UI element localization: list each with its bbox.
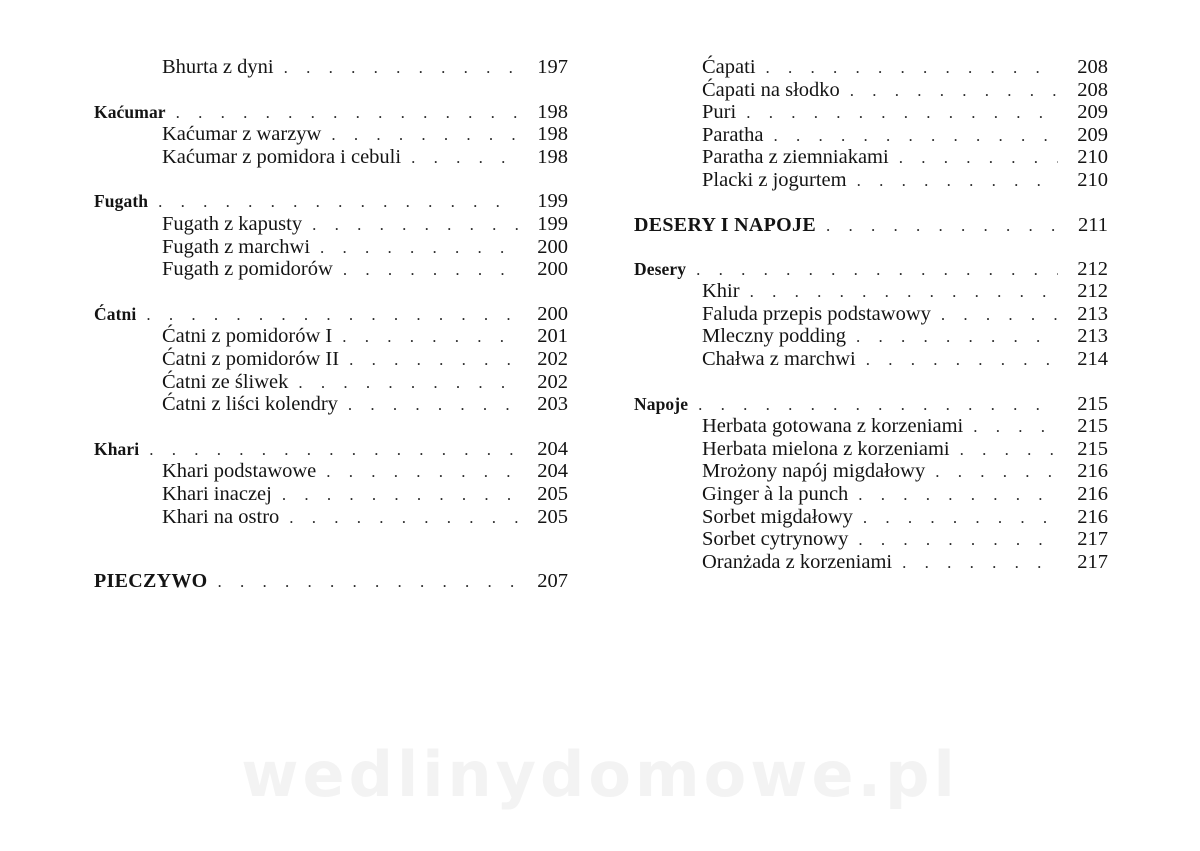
toc-entry [634,124,1108,147]
dot-leader [146,304,518,327]
dot-leader [348,394,518,417]
entry-title: Herbata mielona z korzeniami [702,437,950,460]
dot-leader [149,439,518,462]
section-desery [634,258,1108,371]
section-page-number: 212 [1077,257,1108,280]
section-page-number: 204 [537,437,568,460]
toc-entry [634,101,1108,124]
dot-leader [176,102,518,125]
dot-leader [158,191,518,214]
entry-page-number: 205 [537,482,568,505]
toc-entry [634,460,1108,483]
entry-title: Chałwa z marchwi [702,347,856,370]
entry-page-number: 217 [1077,528,1108,551]
entry-title: Paratha z ziemniakami [702,146,889,169]
section-catni [94,303,568,416]
toc-entry [94,236,568,259]
dot-leader [218,569,518,595]
toc-entry [634,483,1108,506]
entry-page-number: 198 [537,123,568,146]
entry-page-number: 209 [1077,101,1108,124]
entry-page-number: 199 [537,212,568,235]
entry-page-number: 203 [537,393,568,416]
toc-entry [94,123,568,146]
entry-page-number: 213 [1077,325,1108,348]
entry-title: Mrożony napój migdałowy [702,460,926,483]
dot-leader [282,484,518,507]
entry-title: Ćatni z pomidorów I [162,325,333,348]
entry-title: Paratha [702,123,764,146]
toc-entry [94,348,568,371]
dot-leader [850,80,1058,103]
section-title: Khari [94,438,140,459]
entry-title: Oranżada z korzeniami [702,550,893,573]
dot-leader [298,372,518,395]
section-khari [94,438,568,528]
toc-entry [634,348,1108,371]
dot-leader [826,213,1058,239]
toc-entry [94,213,568,236]
entry-page-number: 200 [537,258,568,281]
section-heading [634,393,1108,416]
entry-page-number: 205 [537,505,568,528]
toc-entry [634,56,1108,79]
section-page-number: 198 [537,100,568,123]
toc-entry [94,483,568,506]
section-heading [94,190,568,213]
entry-page-number: 197 [537,56,568,78]
dot-leader [750,281,1058,304]
entry-page-number: 198 [537,145,568,168]
section-heading [94,303,568,326]
section-title: Napoje [634,393,689,414]
dot-leader [696,259,1058,282]
dot-leader [773,125,1058,148]
entry-title: Kaćumar z pomidora i cebuli [162,145,402,168]
part-page-number: 207 [537,570,568,593]
dot-leader [902,552,1058,575]
entry-page-number: 210 [1077,146,1108,169]
toc-entry [634,415,1108,438]
entry-title: Ćapati na słodko [702,78,840,101]
entry-page-number: 210 [1077,168,1108,191]
toc-entry [634,303,1108,326]
section-breads [634,56,1108,192]
entry-title: Ćatni z liści kolendry [162,393,338,416]
dot-leader [289,507,518,530]
entry-title: Puri [702,101,737,124]
entry-title: Placki z jogurtem [702,168,847,191]
part-heading [94,568,568,594]
section-page-number: 215 [1077,392,1108,415]
entry-page-number: 216 [1077,505,1108,528]
toc-entry [94,460,568,483]
part-title: PIECZYWO [94,570,208,593]
dot-leader [858,484,1058,507]
dot-leader [973,416,1058,439]
entry-title: Bhurta z dyni [162,56,274,78]
toc-right-column [634,56,1108,573]
section-title: Fugath [94,191,149,212]
toc-entry [94,146,568,169]
dot-leader [935,461,1058,484]
dot-leader [857,170,1058,193]
toc-entry [94,56,568,79]
entry-title: Khari na ostro [162,505,280,528]
dot-leader [312,214,518,237]
entry-page-number: 201 [537,325,568,348]
section-page-number: 199 [537,190,568,213]
watermark: wedlinydomowe.pl [241,738,959,811]
entry-title: Ćatni z pomidorów II [162,347,340,370]
entry-page-number: 215 [1077,415,1108,438]
dot-leader [941,304,1058,327]
dot-leader [856,326,1058,349]
dot-leader [698,394,1058,417]
dot-leader [411,147,518,170]
entry-page-number: 200 [537,235,568,258]
section-napoje [634,393,1108,574]
entry-title: Ćatni ze śliwek [162,370,289,393]
entry-page-number: 214 [1077,347,1108,370]
dot-leader [746,102,1058,125]
entry-title: Kaćumar z warzyw [162,123,322,146]
dot-leader [343,259,518,282]
toc-entry [634,325,1108,348]
entry-page-number: 208 [1077,78,1108,101]
toc-entry [94,258,568,281]
toc-entry [634,506,1108,529]
entry-page-number: 216 [1077,482,1108,505]
entry-page-number: 202 [537,370,568,393]
dot-leader [342,326,518,349]
section-page-number: 200 [537,302,568,325]
entry-title: Khari inaczej [162,482,272,505]
entry-page-number: 217 [1077,550,1108,573]
dot-leader [320,237,518,260]
toc-entry [94,506,568,529]
part-heading [634,212,1108,238]
section-fugath [94,190,568,280]
entry-page-number: 212 [1077,280,1108,303]
entry-title: Ćapati [702,56,756,78]
toc-entry [94,325,568,348]
entry-title: Ginger à la punch [702,482,849,505]
entry-page-number: 202 [537,347,568,370]
toc-entry [634,528,1108,551]
toc-entry [94,393,568,416]
part-page-number: 211 [1078,213,1108,236]
dot-leader [960,439,1058,462]
section-heading [94,438,568,461]
entry-title: Sorbet migdałowy [702,505,853,528]
toc-entry [634,551,1108,574]
dot-leader [858,529,1058,552]
entry-page-number: 209 [1077,123,1108,146]
entry-page-number: 216 [1077,460,1108,483]
entry-page-number: 215 [1077,437,1108,460]
entry-title: Khari podstawowe [162,460,317,483]
entry-title: Fugath z kapusty [162,212,303,235]
entry-page-number: 213 [1077,302,1108,325]
entry-title: Faluda przepis podstawowy [702,302,931,325]
toc-left-column [94,56,568,594]
dot-leader [284,57,518,80]
section-title: Kaćumar [94,101,166,122]
entry-title: Herbata gotowana z korzeniami [702,415,964,438]
toc-entry [634,79,1108,102]
entry-title: Mleczny podding [702,325,847,348]
toc-entry [634,438,1108,461]
toc-entry [634,169,1108,192]
dot-leader [331,124,518,147]
entry-title: Fugath z marchwi [162,235,311,258]
entry-title: Khir [702,280,740,303]
dot-leader [326,461,518,484]
section-kacumar [94,101,568,169]
section-heading [634,258,1108,281]
dot-leader [863,507,1058,530]
section-title: Ćatni [94,303,137,324]
section-title: Desery [634,258,687,279]
section-heading [94,101,568,124]
dot-leader [349,349,518,372]
entry-title: Fugath z pomidorów [162,258,333,281]
entry-page-number: 208 [1077,56,1108,78]
entry-title: Sorbet cytrynowy [702,528,849,551]
dot-leader [766,57,1058,80]
toc-entry [94,371,568,394]
toc-entry [634,146,1108,169]
entry-page-number: 204 [537,460,568,483]
toc-entry [634,280,1108,303]
dot-leader [899,147,1058,170]
part-title: DESERY I NAPOJE [634,213,816,236]
dot-leader [866,349,1058,372]
